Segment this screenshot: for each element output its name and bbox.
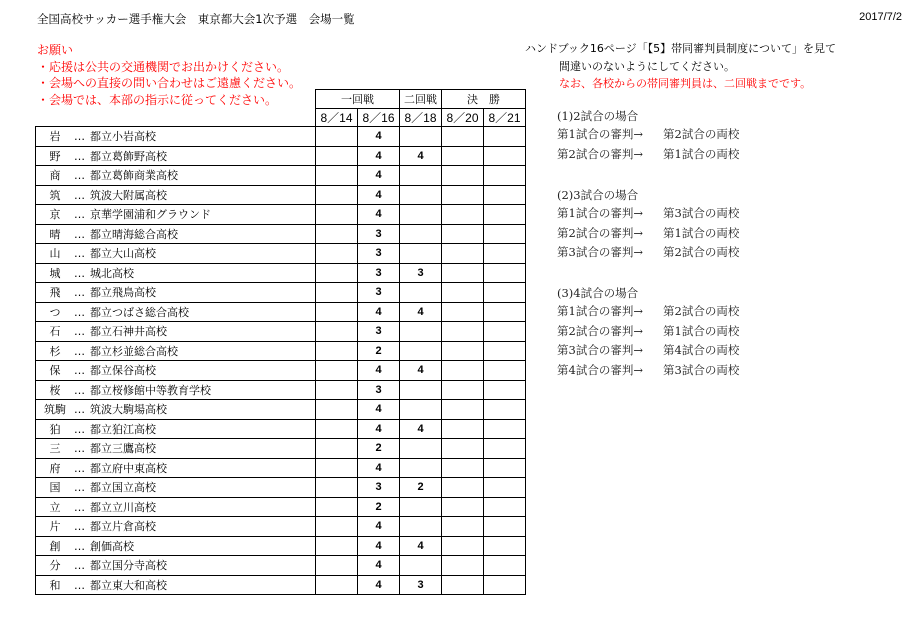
match-count-cell: [316, 536, 358, 556]
match-count-cell: [316, 458, 358, 478]
match-count-cell: [316, 439, 358, 459]
rule-line: [557, 361, 739, 381]
venue-name: 都立桜修館中等教育学校: [90, 383, 211, 397]
table-row: [36, 283, 526, 303]
venue-abbr: 杉: [49, 344, 61, 358]
rule-section-3-matches: [557, 186, 739, 263]
leader-dots: …: [74, 520, 85, 534]
rule-from: 第2試合の審判→: [557, 146, 643, 161]
match-count-cell: [316, 263, 358, 283]
venue-cell: [36, 263, 316, 283]
match-count-cell: [442, 380, 484, 400]
match-count-cell: [484, 166, 526, 186]
date-header: 8／16: [358, 109, 400, 127]
venue-cell: [36, 302, 316, 322]
match-count-cell: [316, 127, 358, 147]
match-count-cell: 4: [358, 400, 400, 420]
leader-dots: …: [74, 559, 85, 573]
venue-cell: [36, 400, 316, 420]
match-count-cell: [400, 517, 442, 537]
match-count-cell: 2: [358, 497, 400, 517]
venue-cell: [36, 146, 316, 166]
leader-dots: …: [74, 305, 85, 319]
leader-dots: …: [74, 325, 85, 339]
venue-name: 筑波大附属高校: [90, 188, 167, 202]
rule-to: 第1試合の両校: [663, 225, 740, 240]
match-count-cell: [442, 517, 484, 537]
round-header: 一回戦: [316, 90, 400, 109]
match-count-cell: 2: [358, 341, 400, 361]
leader-dots: …: [74, 227, 85, 241]
match-count-cell: [442, 244, 484, 264]
match-count-cell: [442, 127, 484, 147]
venue-schedule-table: [35, 89, 526, 595]
match-count-cell: [316, 419, 358, 439]
match-count-cell: [400, 497, 442, 517]
rule-from: 第1試合の審判→: [557, 304, 643, 318]
match-count-cell: 4: [358, 361, 400, 381]
venue-abbr: 片: [49, 520, 61, 534]
match-count-cell: [442, 400, 484, 420]
match-count-cell: 4: [358, 166, 400, 186]
match-count-cell: [316, 361, 358, 381]
match-count-cell: [484, 263, 526, 283]
venue-cell: [36, 341, 316, 361]
venue-abbr: 国: [49, 481, 61, 495]
venue-name: 都立葛飾野高校: [90, 149, 167, 163]
table-row: [36, 185, 526, 205]
venue-abbr: 商: [49, 169, 61, 183]
venue-name: 都立小岩高校: [90, 130, 156, 144]
match-count-cell: [442, 185, 484, 205]
match-count-cell: 4: [358, 205, 400, 225]
table-row: [36, 224, 526, 244]
table-row: [36, 146, 526, 166]
venue-abbr: 和: [49, 578, 61, 592]
venue-cell: [36, 322, 316, 342]
match-count-cell: [484, 205, 526, 225]
match-count-cell: [484, 439, 526, 459]
date-header: 8／20: [442, 109, 484, 127]
table-row: [36, 302, 526, 322]
match-count-cell: [400, 166, 442, 186]
match-count-cell: 4: [358, 575, 400, 595]
venue-cell: [36, 127, 316, 147]
match-count-cell: 3: [400, 575, 442, 595]
table-row: [36, 439, 526, 459]
match-count-cell: 4: [358, 556, 400, 576]
match-count-cell: [484, 536, 526, 556]
rule-to: 第2試合の両校: [663, 304, 740, 318]
match-count-cell: [442, 439, 484, 459]
rule-line: [557, 125, 739, 145]
leader-dots: …: [74, 169, 85, 183]
match-count-cell: [400, 458, 442, 478]
venue-name: 都立飛鳥高校: [90, 286, 156, 300]
match-count-cell: [316, 556, 358, 576]
document-title: 全国高校サッカー選手権大会 東京都大会1次予選 会場一覧: [37, 12, 355, 26]
rule-line: [557, 322, 739, 342]
match-count-cell: [484, 497, 526, 517]
match-count-cell: [400, 185, 442, 205]
table-row: [36, 556, 526, 576]
match-count-cell: [442, 283, 484, 303]
venue-abbr: 三: [49, 442, 61, 456]
rule-line: [557, 243, 739, 263]
venue-abbr: 石: [49, 325, 61, 339]
venue-cell: [36, 419, 316, 439]
venue-name: 都立三鷹高校: [90, 442, 156, 456]
rule-to: 第1試合の両校: [663, 146, 740, 161]
rule-section-2-matches: [557, 107, 739, 164]
venue-cell: [36, 283, 316, 303]
match-count-cell: [316, 517, 358, 537]
match-count-cell: 4: [358, 185, 400, 205]
match-count-cell: [400, 341, 442, 361]
venue-name: 都立国分寺高校: [90, 559, 167, 573]
match-count-cell: [442, 205, 484, 225]
match-count-cell: 3: [358, 263, 400, 283]
table-row: [36, 361, 526, 381]
match-count-cell: 3: [358, 244, 400, 264]
match-count-cell: [400, 556, 442, 576]
handbook-line: ハンドブック16ページ「【5】帯同審判員制度について」を見て: [525, 42, 836, 55]
venue-abbr: 分: [49, 559, 61, 573]
table-row: [36, 400, 526, 420]
match-count-cell: 4: [358, 127, 400, 147]
venue-name: 都立保谷高校: [90, 364, 156, 378]
match-count-cell: 4: [358, 302, 400, 322]
rule-to: 第3試合の両校: [663, 206, 740, 220]
date-header: 8／14: [316, 109, 358, 127]
match-count-cell: 3: [358, 478, 400, 498]
match-count-cell: [316, 185, 358, 205]
table-row: [36, 166, 526, 186]
match-count-cell: 4: [400, 536, 442, 556]
match-count-cell: [316, 166, 358, 186]
match-count-cell: [442, 497, 484, 517]
venue-abbr: 立: [49, 500, 61, 514]
venue-name: 都立東大和高校: [90, 578, 167, 592]
round-header: 二回戦: [400, 90, 442, 109]
handbook-line: 間違いのないようにしてください。: [559, 59, 735, 73]
match-count-cell: [484, 185, 526, 205]
notice-line: ・会場では、本部の指示に従ってください。: [37, 92, 278, 107]
venue-abbr: 創: [49, 539, 61, 553]
leader-dots: …: [74, 188, 85, 202]
match-count-cell: [316, 302, 358, 322]
match-count-cell: 4: [358, 458, 400, 478]
date-header: 8／18: [400, 109, 442, 127]
match-count-cell: [442, 361, 484, 381]
match-count-cell: [442, 556, 484, 576]
rule-from: 第3試合の審判→: [557, 245, 643, 259]
leader-dots: …: [74, 364, 85, 378]
venue-cell: [36, 536, 316, 556]
match-count-cell: 4: [400, 302, 442, 322]
match-count-cell: [484, 458, 526, 478]
table-row: [36, 517, 526, 537]
leader-dots: …: [74, 481, 85, 495]
rule-to: 第1試合の両校: [663, 323, 740, 338]
venue-name: 都立国立高校: [90, 481, 156, 495]
match-count-cell: 2: [400, 478, 442, 498]
match-count-cell: [484, 244, 526, 264]
match-count-cell: [442, 536, 484, 556]
match-count-cell: [400, 127, 442, 147]
match-count-cell: [316, 322, 358, 342]
match-count-cell: [442, 575, 484, 595]
rule-line: [557, 204, 739, 224]
rule-from: 第1試合の審判→: [557, 206, 643, 220]
venue-cell: [36, 166, 316, 186]
match-count-cell: 3: [358, 322, 400, 342]
match-count-cell: [484, 419, 526, 439]
leader-dots: …: [74, 442, 85, 456]
leader-dots: …: [74, 578, 85, 592]
leader-dots: …: [74, 247, 85, 261]
match-count-cell: [442, 302, 484, 322]
match-count-cell: [400, 380, 442, 400]
rule-to: 第4試合の両校: [663, 343, 740, 357]
round-header-row: [36, 90, 526, 109]
rule-from: 第1試合の審判→: [557, 127, 643, 141]
venue-cell: [36, 458, 316, 478]
match-count-cell: [400, 400, 442, 420]
match-count-cell: [442, 166, 484, 186]
match-count-cell: [400, 244, 442, 264]
match-count-cell: [442, 224, 484, 244]
venue-name: 創価高校: [90, 539, 134, 553]
match-count-cell: 3: [358, 380, 400, 400]
date-header-row: [36, 109, 526, 127]
venue-abbr: 晴: [49, 227, 61, 241]
rule-heading: (3)4試合の場合: [557, 286, 639, 300]
venue-name: 都立府中東高校: [90, 461, 167, 475]
venue-name: 筑波大駒場高校: [90, 403, 167, 417]
leader-dots: …: [74, 149, 85, 163]
venue-abbr: 筑駒: [44, 403, 66, 417]
match-count-cell: [316, 205, 358, 225]
match-count-cell: [442, 263, 484, 283]
rule-section-4-matches: [557, 284, 739, 380]
match-count-cell: [484, 361, 526, 381]
table-row: [36, 322, 526, 342]
match-count-cell: 3: [358, 283, 400, 303]
rule-heading: (1)2試合の場合: [557, 109, 639, 123]
match-count-cell: 3: [400, 263, 442, 283]
venue-abbr: 野: [49, 149, 61, 163]
match-count-cell: 4: [358, 419, 400, 439]
table-row: [36, 263, 526, 283]
handbook-note: [525, 40, 836, 93]
venue-abbr: 狛: [49, 422, 61, 436]
document-date: 2017/7/2: [859, 11, 902, 23]
table-row: [36, 341, 526, 361]
match-count-cell: [484, 380, 526, 400]
venue-abbr: 山: [49, 247, 61, 261]
venue-name: 都立杉並総合高校: [90, 344, 178, 358]
rule-from: 第2試合の審判→: [557, 225, 643, 240]
match-count-cell: 3: [358, 224, 400, 244]
match-count-cell: [442, 322, 484, 342]
table-row: [36, 127, 526, 147]
match-count-cell: [400, 322, 442, 342]
match-count-cell: [316, 400, 358, 420]
match-count-cell: 4: [400, 419, 442, 439]
rule-line: [557, 224, 739, 244]
venue-cell: [36, 497, 316, 517]
match-count-cell: [316, 380, 358, 400]
round-header: 決 勝: [442, 90, 526, 109]
match-count-cell: [484, 400, 526, 420]
table-row: [36, 478, 526, 498]
match-count-cell: [484, 575, 526, 595]
table-row: [36, 380, 526, 400]
leader-dots: …: [74, 208, 85, 222]
venue-cell: [36, 185, 316, 205]
venue-name: 都立片倉高校: [90, 520, 156, 534]
notice-line: ・会場への直接の問い合わせはご遠慮ください。: [37, 76, 302, 90]
venue-abbr: 桜: [49, 383, 61, 397]
match-count-cell: [484, 302, 526, 322]
venue-abbr: 城: [49, 266, 61, 280]
rule-from: 第3試合の審判→: [557, 343, 643, 357]
venue-abbr: 飛: [49, 286, 61, 300]
match-count-cell: [400, 439, 442, 459]
leader-dots: …: [74, 500, 85, 514]
rule-line: [557, 341, 739, 361]
venue-cell: [36, 244, 316, 264]
venue-cell: [36, 380, 316, 400]
date-header: 8／21: [484, 109, 526, 127]
leader-dots: …: [74, 461, 85, 475]
table-row: [36, 536, 526, 556]
match-count-cell: [484, 478, 526, 498]
table-row: [36, 419, 526, 439]
match-count-cell: [484, 283, 526, 303]
match-count-cell: [442, 341, 484, 361]
match-count-cell: [484, 556, 526, 576]
venue-name: 城北高校: [90, 266, 134, 280]
match-count-cell: [400, 283, 442, 303]
rule-to: 第3試合の両校: [663, 362, 740, 377]
match-count-cell: [316, 575, 358, 595]
match-count-cell: [484, 322, 526, 342]
match-count-cell: [316, 478, 358, 498]
venue-abbr: 岩: [49, 130, 61, 144]
venue-cell: [36, 517, 316, 537]
match-count-cell: [316, 244, 358, 264]
venue-cell: [36, 439, 316, 459]
match-count-cell: [316, 146, 358, 166]
match-count-cell: 4: [358, 517, 400, 537]
match-count-cell: [484, 146, 526, 166]
rule-line: [557, 302, 739, 322]
venue-cell: [36, 556, 316, 576]
leader-dots: …: [74, 422, 85, 436]
notice-line: ・応援は公共の交通機関でお出かけください。: [37, 59, 290, 74]
venue-name: 都立つばさ総合高校: [90, 305, 189, 319]
match-count-cell: 4: [358, 146, 400, 166]
venue-name: 京華学園浦和グラウンド: [90, 208, 211, 222]
match-count-cell: [484, 224, 526, 244]
leader-dots: …: [74, 383, 85, 397]
match-count-cell: [484, 517, 526, 537]
venue-name: 都立晴海総合高校: [90, 227, 178, 241]
venue-name: 都立大山高校: [90, 247, 156, 261]
table-row: [36, 205, 526, 225]
table-row: [36, 497, 526, 517]
match-count-cell: 4: [400, 146, 442, 166]
venue-name: 都立石神井高校: [90, 325, 167, 339]
venue-abbr: 京: [49, 208, 61, 222]
venue-abbr: 府: [49, 461, 61, 475]
match-count-cell: [442, 458, 484, 478]
venue-name: 都立葛飾商業高校: [90, 169, 178, 183]
leader-dots: …: [74, 403, 85, 417]
venue-cell: [36, 478, 316, 498]
table-row: [36, 458, 526, 478]
table-row: [36, 244, 526, 264]
match-count-cell: [484, 341, 526, 361]
match-count-cell: [316, 497, 358, 517]
leader-dots: …: [74, 344, 85, 358]
rule-from: 第2試合の審判→: [557, 323, 643, 338]
leader-dots: …: [74, 539, 85, 553]
match-count-cell: [400, 224, 442, 244]
match-count-cell: [400, 205, 442, 225]
leader-dots: …: [74, 266, 85, 280]
venue-name: 都立立川高校: [90, 500, 156, 514]
venue-abbr: つ: [49, 305, 61, 319]
match-count-cell: [442, 419, 484, 439]
venue-cell: [36, 361, 316, 381]
rule-from: 第4試合の審判→: [557, 362, 643, 377]
match-count-cell: [316, 341, 358, 361]
notice-heading: お願い: [37, 43, 74, 57]
leader-dots: …: [74, 130, 85, 144]
handbook-warning: なお、各校からの帯同審判員は、二回戦までです。: [559, 77, 812, 90]
match-count-cell: [316, 224, 358, 244]
venue-cell: [36, 224, 316, 244]
match-count-cell: [442, 146, 484, 166]
rule-line: [557, 145, 739, 165]
rule-to: 第2試合の両校: [663, 245, 740, 259]
venue-cell: [36, 205, 316, 225]
table-row: [36, 575, 526, 595]
match-count-cell: 4: [400, 361, 442, 381]
venue-name: 都立狛江高校: [90, 422, 156, 436]
leader-dots: …: [74, 286, 85, 300]
venue-abbr: 筑: [49, 188, 61, 202]
rule-heading: (2)3試合の場合: [557, 188, 639, 202]
match-count-cell: [316, 283, 358, 303]
match-count-cell: 2: [358, 439, 400, 459]
match-count-cell: [484, 127, 526, 147]
match-count-cell: [442, 478, 484, 498]
rule-to: 第2試合の両校: [663, 127, 740, 141]
match-count-cell: 4: [358, 536, 400, 556]
venue-abbr: 保: [49, 364, 61, 378]
venue-cell: [36, 575, 316, 595]
